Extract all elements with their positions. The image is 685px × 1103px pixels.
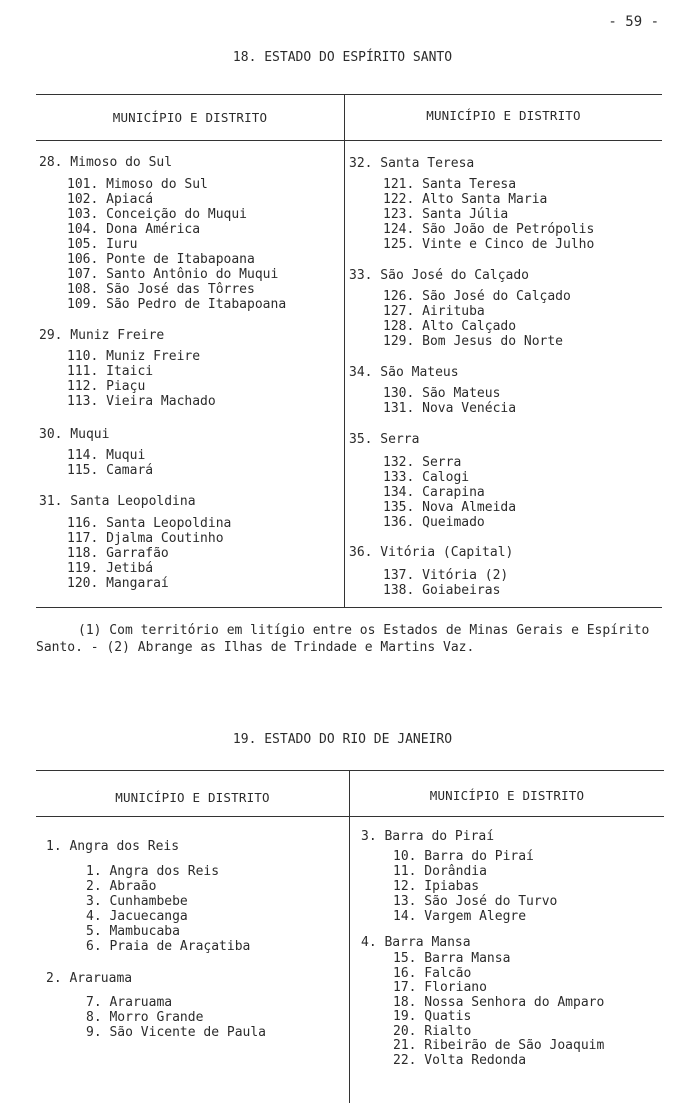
district-list (67, 448, 153, 478)
district-item: 15. Barra Mansa (393, 951, 511, 966)
district-list (383, 177, 594, 252)
district-item: 137. Vitória (2) (383, 568, 509, 583)
municipality-heading: 30. Muqui (39, 427, 110, 442)
district-item: 117. Djalma Coutinho (67, 531, 224, 546)
district-list (393, 952, 604, 1068)
district-item: 130. São Mateus (383, 386, 501, 401)
district-item: 113. Vieira Machado (67, 394, 216, 409)
district-item: 1. Angra dos Reis (86, 864, 220, 879)
section-18-title: 18. ESTADO DO ESPÍRITO SANTO (232, 50, 453, 65)
district-item: 111. Itaici (67, 364, 154, 379)
district-item: 4. Jacuecanga (86, 909, 188, 924)
district-item: 126. São José do Calçado (383, 289, 571, 304)
district-item: 127. Airituba (383, 304, 485, 319)
municipality-heading: 28. Mimoso do Sul (39, 155, 173, 170)
district-item: 10. Barra do Piraí (393, 849, 534, 864)
district-list (67, 349, 216, 409)
district-item: 110. Muniz Freire (67, 349, 201, 364)
district-item: 18. Nossa Senhora do Amparo (393, 994, 605, 1010)
district-item: 6. Praia de Araçatiba (86, 939, 251, 954)
municipality-heading: 3. Barra do Piraí (361, 829, 495, 844)
district-item: 131. Nova Venécia (383, 401, 517, 416)
district-item: 125. Vinte e Cinco de Julho (383, 237, 595, 252)
district-item: 138. Goiabeiras (383, 583, 501, 598)
district-item: 122. Alto Santa Maria (383, 192, 548, 207)
table-18-header-right: MUNICÍPIO E DISTRITO (426, 108, 581, 123)
table-18-column-divider (344, 94, 345, 607)
district-item: 123. Santa Júlia (383, 207, 509, 222)
district-item: 121. Santa Teresa (383, 177, 517, 192)
table-19-header-rule (36, 816, 664, 817)
district-list (86, 995, 266, 1040)
district-item: 21. Ribeirão de São Joaquim (393, 1038, 605, 1053)
district-list (67, 516, 231, 591)
district-item: 136. Queimado (383, 515, 485, 530)
table-19-top-rule (36, 770, 664, 771)
district-item: 107. Santo Antônio do Muqui (67, 267, 279, 282)
district-item: 101. Mimoso do Sul (67, 177, 208, 192)
district-item: 109. São Pedro de Itabapoana (67, 297, 287, 312)
district-item: 124. São João de Petrópolis (383, 222, 595, 237)
municipality-heading: 31. Santa Leopoldina (39, 494, 196, 509)
district-item: 2. Abraão (86, 879, 157, 894)
district-item: 17. Floriano (393, 980, 487, 995)
district-list (383, 289, 571, 349)
table-19-header-right: MUNICÍPIO E DISTRITO (429, 788, 585, 803)
footnote-line: (1) Com território em litígio entre os Estados de Minas Gerais e Espírito (78, 623, 650, 638)
municipality-heading: 1. Angra dos Reis (46, 839, 180, 854)
district-item: 3. Cunhambebe (86, 894, 188, 909)
municipality-heading: 33. São José do Calçado (349, 268, 530, 283)
district-item: 118. Garrafão (67, 546, 169, 561)
district-list (393, 849, 557, 924)
table-18-top-rule (36, 94, 662, 95)
district-item: 129. Bom Jesus do Norte (383, 334, 564, 349)
district-item: 9. São Vicente de Paula (86, 1025, 267, 1040)
table-18-header-left: MUNICÍPIO E DISTRITO (112, 110, 268, 125)
district-item: 116. Santa Leopoldina (67, 516, 232, 531)
district-list (67, 177, 286, 312)
district-item: 102. Apiacá (67, 192, 154, 207)
table-19-header-left: MUNICÍPIO E DISTRITO (115, 790, 270, 805)
municipality-heading: 34. São Mateus (349, 365, 459, 380)
district-item: 112. Piaçu (67, 379, 146, 394)
municipality-heading: 4. Barra Mansa (361, 935, 471, 950)
district-item: 115. Camará (67, 463, 154, 478)
district-item: 20. Rialto (393, 1023, 472, 1039)
district-item: 12. Ipiabas (393, 879, 480, 894)
district-list (383, 455, 516, 530)
municipality-heading: 32. Santa Teresa (349, 156, 475, 171)
district-list (383, 568, 508, 598)
page-number: - 59 - (608, 14, 659, 30)
district-item: 108. São José das Tôrres (67, 282, 255, 297)
district-item: 133. Calogi (383, 470, 470, 485)
municipality-heading: 35. Serra (349, 432, 420, 447)
district-item: 134. Carapina (383, 485, 485, 500)
district-item: 5. Mambucaba (86, 924, 180, 939)
municipality-heading: 2. Araruama (46, 971, 133, 986)
district-item: 103. Conceição do Muqui (67, 207, 248, 222)
district-item: 22. Volta Redonda (393, 1052, 527, 1068)
district-item: 16. Falcão (393, 965, 472, 981)
district-item: 8. Morro Grande (86, 1010, 204, 1025)
district-item: 14. Vargem Alegre (393, 909, 527, 924)
district-item: 114. Muqui (67, 448, 146, 463)
table-19-column-divider (349, 770, 350, 1103)
district-list (86, 864, 250, 954)
district-item: 19. Quatis (393, 1009, 472, 1024)
district-item: 11. Dorândia (393, 864, 487, 879)
section-19-title: 19. ESTADO DO RIO DE JANEIRO (232, 732, 453, 747)
municipality-heading: 36. Vitória (Capital) (349, 545, 514, 560)
district-item: 7. Araruama (86, 995, 173, 1010)
district-item: 13. São José do Turvo (393, 894, 558, 909)
district-item: 106. Ponte de Itabapoana (67, 252, 255, 267)
district-item: 104. Dona América (67, 222, 201, 237)
municipality-heading: 29. Muniz Freire (39, 328, 165, 343)
table-18-header-rule (36, 140, 662, 141)
district-item: 128. Alto Calçado (383, 319, 517, 334)
district-item: 135. Nova Almeida (383, 500, 517, 515)
district-list (383, 386, 516, 416)
district-item: 132. Serra (383, 455, 462, 470)
district-item: 120. Mangaraí (67, 576, 169, 591)
district-item: 119. Jetibá (67, 561, 154, 576)
table-18-bottom-rule (36, 607, 662, 608)
footnote-line: Santo. - (2) Abrange as Ilhas de Trindade e Martins Vaz. (36, 640, 475, 655)
district-item: 105. Iuru (67, 237, 138, 252)
